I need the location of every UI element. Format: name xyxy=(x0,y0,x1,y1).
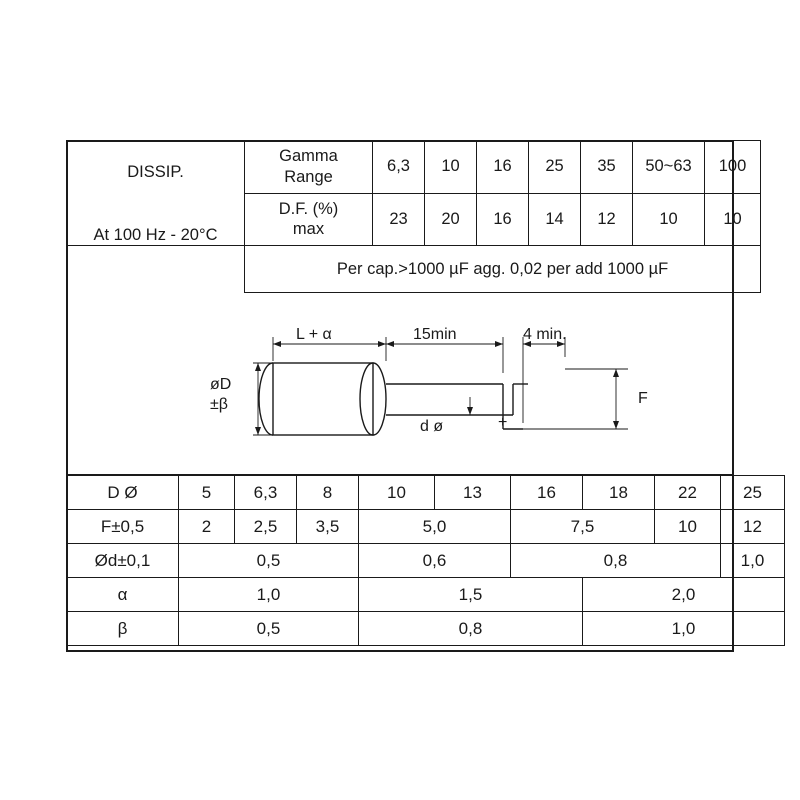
dim-label-4min: 4 min. xyxy=(523,327,567,343)
gamma-value: 25 xyxy=(529,141,581,194)
dissipation-title-cell xyxy=(67,141,245,246)
dim-cell: 1,0 xyxy=(583,612,785,646)
dim-cell: 2,5 xyxy=(235,510,297,544)
gamma-range-label xyxy=(245,141,373,194)
capacitor-svg xyxy=(68,327,732,473)
df-value: 10 xyxy=(633,193,705,246)
dim-cell: 1,0 xyxy=(179,578,359,612)
label-lead-diameter: d ø xyxy=(420,418,444,435)
table-row xyxy=(67,510,785,544)
df-value: 23 xyxy=(373,193,425,246)
df-value: 10 xyxy=(705,193,761,246)
dim-label-l-alpha: L + α xyxy=(296,327,332,343)
dim-cell: 10 xyxy=(359,476,435,510)
dim-cell: 22 xyxy=(655,476,721,510)
capacitor-left-cap xyxy=(259,363,273,435)
dissipation-table xyxy=(66,140,761,293)
dim-row-name: F±0,5 xyxy=(67,510,179,544)
dim-cell: 1,0 xyxy=(721,544,785,578)
gamma-value: 50~63 xyxy=(633,141,705,194)
dimensions-table xyxy=(66,475,785,646)
gamma-value: 16 xyxy=(477,141,529,194)
dissipation-condition: At 100 Hz - 20°C xyxy=(93,226,218,244)
table-row xyxy=(67,544,785,578)
dim-row-name: α xyxy=(67,578,179,612)
dim-cell: 10 xyxy=(655,510,721,544)
df-max-label-line1: D.F. (%) xyxy=(278,199,339,218)
dim-row-name: Ød±0,1 xyxy=(67,544,179,578)
dim-cell: 5 xyxy=(179,476,235,510)
gamma-value: 100 xyxy=(705,141,761,194)
table-row xyxy=(67,578,785,612)
df-value: 12 xyxy=(581,193,633,246)
dim-cell: 25 xyxy=(721,476,785,510)
label-F: F xyxy=(638,390,648,407)
dim-cell: 0,5 xyxy=(179,544,359,578)
dim-cell: 2 xyxy=(179,510,235,544)
df-max-label-line2: max xyxy=(292,220,325,239)
label-polarity-plus: + xyxy=(498,414,508,431)
dim-cell: 6,3 xyxy=(235,476,297,510)
dim-cell: 0,5 xyxy=(179,612,359,646)
dim-cell: 0,8 xyxy=(511,544,721,578)
dim-cell: 18 xyxy=(583,476,655,510)
table-row-note xyxy=(67,246,761,293)
dim-label-15min: 15min xyxy=(413,327,457,343)
dim-cell: 0,6 xyxy=(359,544,511,578)
df-value: 14 xyxy=(529,193,581,246)
table-row xyxy=(67,612,785,646)
dim-cell: 0,8 xyxy=(359,612,583,646)
note-spacer xyxy=(67,246,245,293)
dim-cell: 3,5 xyxy=(297,510,359,544)
gamma-value: 10 xyxy=(425,141,477,194)
dim-cell: 8 xyxy=(297,476,359,510)
table-row xyxy=(67,476,785,510)
dim-row-name: D Ø xyxy=(67,476,179,510)
label-diameter-D-line1: øD xyxy=(210,376,232,393)
dim-cell: 12 xyxy=(721,510,785,544)
gamma-range-label-line1: Gamma xyxy=(279,147,338,166)
df-value: 20 xyxy=(425,193,477,246)
gamma-value: 35 xyxy=(581,141,633,194)
gamma-range-label-line2: Range xyxy=(284,167,333,186)
capacitor-outline-drawing xyxy=(66,327,734,475)
gamma-value: 6,3 xyxy=(373,141,425,194)
label-diameter-D-line2: ±β xyxy=(210,396,228,413)
dissipation-note: Per cap.>1000 µF agg. 0,02 per add 1000 µF xyxy=(245,246,761,293)
dim-cell: 7,5 xyxy=(511,510,655,544)
dim-cell: 2,0 xyxy=(583,578,785,612)
df-value: 16 xyxy=(477,193,529,246)
dim-cell: 1,5 xyxy=(359,578,583,612)
dim-row-name: β xyxy=(67,612,179,646)
df-max-label xyxy=(245,193,373,246)
dissipation-title: DISSIP. xyxy=(127,163,184,181)
table-row-gamma xyxy=(67,141,761,194)
capacitor-body xyxy=(273,363,373,435)
dim-cell: 16 xyxy=(511,476,583,510)
dim-cell: 5,0 xyxy=(359,510,511,544)
dim-cell: 13 xyxy=(435,476,511,510)
